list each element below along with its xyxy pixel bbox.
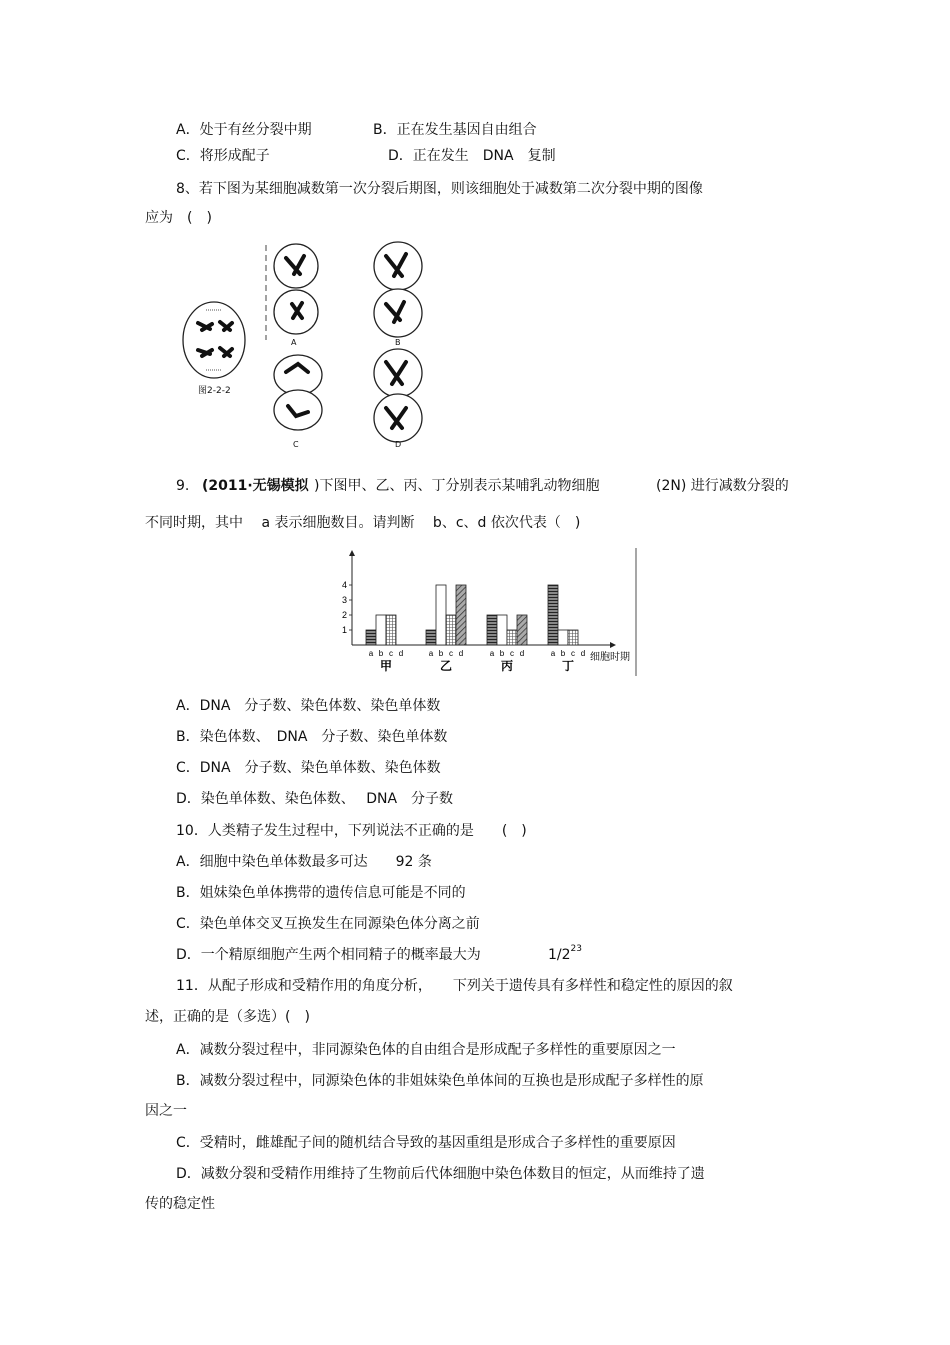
q9-source: (2011·无锡模拟	[202, 478, 309, 494]
label-c: C	[293, 440, 299, 449]
q7-option-c: C．将形成配子	[176, 148, 270, 164]
q10-stem: 10．人类精子发生过程中，下列说法不正确的是 ( )	[176, 823, 527, 839]
q10-option-a: A．细胞中染色单体数最多可达 92 条	[176, 854, 432, 870]
bar-c	[386, 615, 396, 645]
bar-sub-label: b	[560, 649, 566, 658]
q9-stem-line1: )下图甲、乙、丙、丁分别表示某哺乳动物细胞	[314, 478, 600, 494]
chart-svg	[340, 548, 640, 678]
q8-stem-line1: 8、若下图为某细胞减数第一次分裂后期图，则该细胞处于减数第二次分裂中期的图像	[176, 181, 703, 197]
q10-option-c: C．染色单体交叉互换发生在同源染色体分离之前	[176, 916, 480, 932]
bar-b	[376, 615, 386, 645]
label-a: A	[291, 338, 297, 347]
bar-sub-label: d	[519, 649, 525, 658]
q7-option-b: B．正在发生基因自由组合	[373, 122, 537, 138]
q11-option-b-line1: B．减数分裂过程中，同源染色体的非姐妹染色单体间的互换也是形成配子多样性的原	[176, 1073, 704, 1089]
bar-a	[548, 585, 558, 645]
q9-option-b: B．染色体数、 DNA 分子数、染色单体数	[176, 729, 448, 745]
bar-b	[497, 615, 507, 645]
x-axis-label: 细胞时期	[590, 652, 630, 663]
y-tick-label: 1	[341, 625, 347, 635]
bar-sub-label: a	[550, 649, 556, 658]
category-label: 丁	[561, 659, 575, 673]
q9-stem-line1-tail: (2N) 进行减数分裂的	[656, 478, 789, 494]
q8-stem-line2: 应为 ( )	[145, 210, 212, 226]
bar-sub-label: a	[428, 649, 434, 658]
q7-option-d: D．正在发生 DNA 复制	[388, 148, 556, 164]
bar-sub-label: d	[580, 649, 586, 658]
q10-option-d-value	[548, 946, 582, 964]
q9-number: 9.	[176, 478, 190, 494]
q11-stem-line2: 述，正确的是（多选）( )	[145, 1009, 310, 1025]
bar-sub-label: c	[449, 649, 453, 658]
q9-stem-line2: 不同时期，其中 a 表示细胞数目。请判断 b、c、d 依次代表（ )	[145, 515, 581, 531]
y-tick-label: 4	[341, 580, 347, 590]
q10-option-d: D．一个精原细胞产生两个相同精子的概率最大为	[176, 947, 481, 963]
bar-sub-label: b	[438, 649, 444, 658]
option-b-cells	[374, 242, 422, 337]
bar-sub-label: d	[398, 649, 404, 658]
q11-option-d-line1: D．减数分裂和受精作用维持了生物前后代体细胞中染色体数目的恒定，从而维持了遗	[176, 1166, 705, 1182]
bar-d	[517, 615, 527, 645]
bar-a	[366, 630, 376, 645]
bar-c	[446, 615, 456, 645]
figure-caption: 图2-2-2	[198, 386, 231, 396]
bar-sub-label: c	[571, 649, 575, 658]
category-label: 丙	[500, 659, 514, 673]
q9-option-d: D．染色单体数、染色体数、 DNA 分子数	[176, 791, 454, 807]
bar-c	[568, 630, 578, 645]
bar-sub-label: a	[489, 649, 495, 658]
bar-sub-label: d	[458, 649, 464, 658]
bar-sub-label: b	[378, 649, 384, 658]
label-d: D	[395, 440, 402, 449]
q11-stem-line1: 11．从配子形成和受精作用的角度分析， 下列关于遗传具有多样性和稳定性的原因的叙	[176, 978, 733, 994]
q10-option-d-exponent: 23	[570, 944, 582, 954]
y-tick-label: 2	[341, 610, 347, 620]
bar-sub-label: c	[510, 649, 514, 658]
bar-c	[507, 630, 517, 645]
q11-option-b-line2: 因之一	[145, 1103, 187, 1119]
bar-b	[558, 630, 568, 645]
cell-division-figure	[176, 240, 446, 455]
reference-cell	[183, 302, 245, 378]
bar-b	[436, 585, 446, 645]
q7-option-a: A．处于有丝分裂中期	[176, 122, 312, 138]
option-d-cells	[374, 349, 422, 442]
bar-sub-label: a	[368, 649, 374, 658]
q10-option-b: B．姐妹染色单体携带的遗传信息可能是不同的	[176, 885, 466, 901]
q11-option-a: A．减数分裂过程中，非同源染色体的自由组合是形成配子多样性的重要原因之一	[176, 1042, 676, 1058]
q9-option-c: C．DNA 分子数、染色单体数、染色体数	[176, 760, 441, 776]
bar-d	[456, 585, 466, 645]
q11-option-d-line2: 传的稳定性	[145, 1196, 215, 1212]
bar-a	[487, 615, 497, 645]
q11-option-c: C．受精时，雌雄配子间的随机结合导致的基因重组是形成合子多样性的重要原因	[176, 1135, 676, 1151]
category-label: 乙	[439, 659, 453, 673]
bar-sub-label: b	[499, 649, 505, 658]
bar-sub-label: c	[389, 649, 393, 658]
option-a-cells	[274, 244, 318, 334]
label-b: B	[395, 338, 401, 347]
q10-option-d-base: 1/2	[548, 947, 571, 963]
category-label: 甲	[379, 659, 393, 673]
q9-option-a: A．DNA 分子数、染色体数、染色单体数	[176, 698, 441, 714]
bar-chart	[340, 548, 640, 678]
option-c-cells	[274, 355, 322, 430]
bar-a	[426, 630, 436, 645]
y-tick-label: 3	[341, 595, 347, 605]
